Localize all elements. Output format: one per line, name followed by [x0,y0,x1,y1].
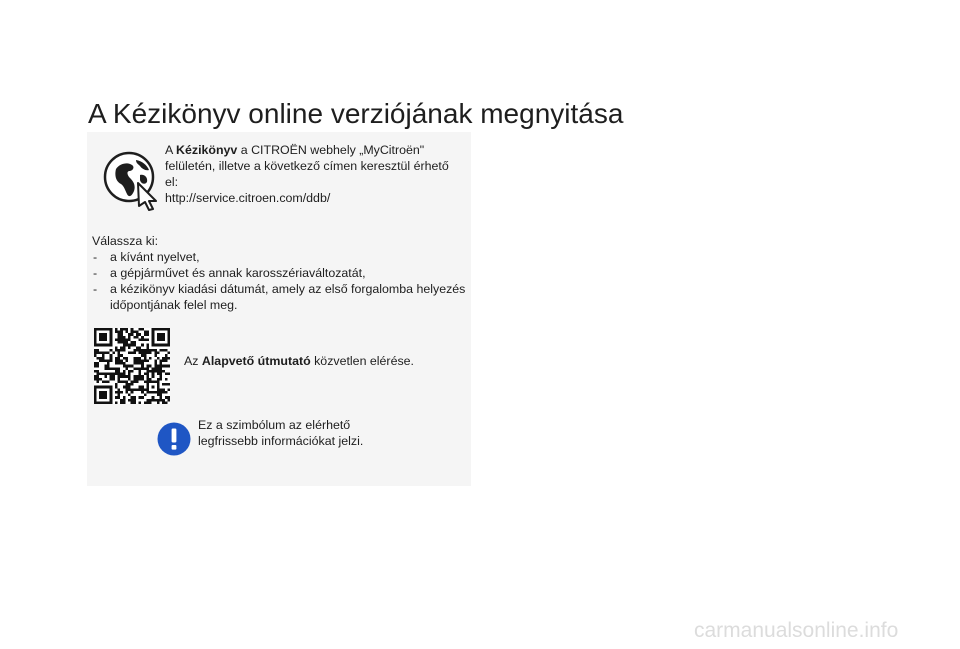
intro-bold-term: Kézikönyv [176,143,238,157]
service-url[interactable]: http://service.citroen.com/ddb/ [165,191,331,205]
selection-heading: Válassza ki: [92,234,159,248]
intro-text: A Kézikönyv a CITROËN webhely „MyCitroën" felületén, illetve a következő címen keresztül érhető el: http://service.citroen.com/ddb/ [165,142,465,206]
watermark: carmanualsonline.info [694,619,899,642]
info-panel [87,132,471,486]
list-item: - a kívánt nyelvet, [92,249,467,265]
globe-cursor-icon [102,149,162,211]
qr-bold-term: Alapvető útmutató [201,354,311,368]
selection-instructions [92,233,467,313]
qr-description: Az Alapvető útmutató közvetlen elérése. [184,354,414,368]
exclamation-info-icon [157,422,191,456]
list-item: - a kézikönyv kiadási dátumát, amely az első forgalomba helyezés időpontjának felel meg. [92,281,467,313]
info-description: Ez a szimbólum az elérhető legfrissebb információkat jelzi. [198,418,364,448]
qr-code[interactable] [94,328,170,404]
page-title: A Kézikönyv online verziójának megnyitása [88,97,624,129]
list-item: - a gépjárművet és annak karosszériaváltozatát, [92,265,467,281]
